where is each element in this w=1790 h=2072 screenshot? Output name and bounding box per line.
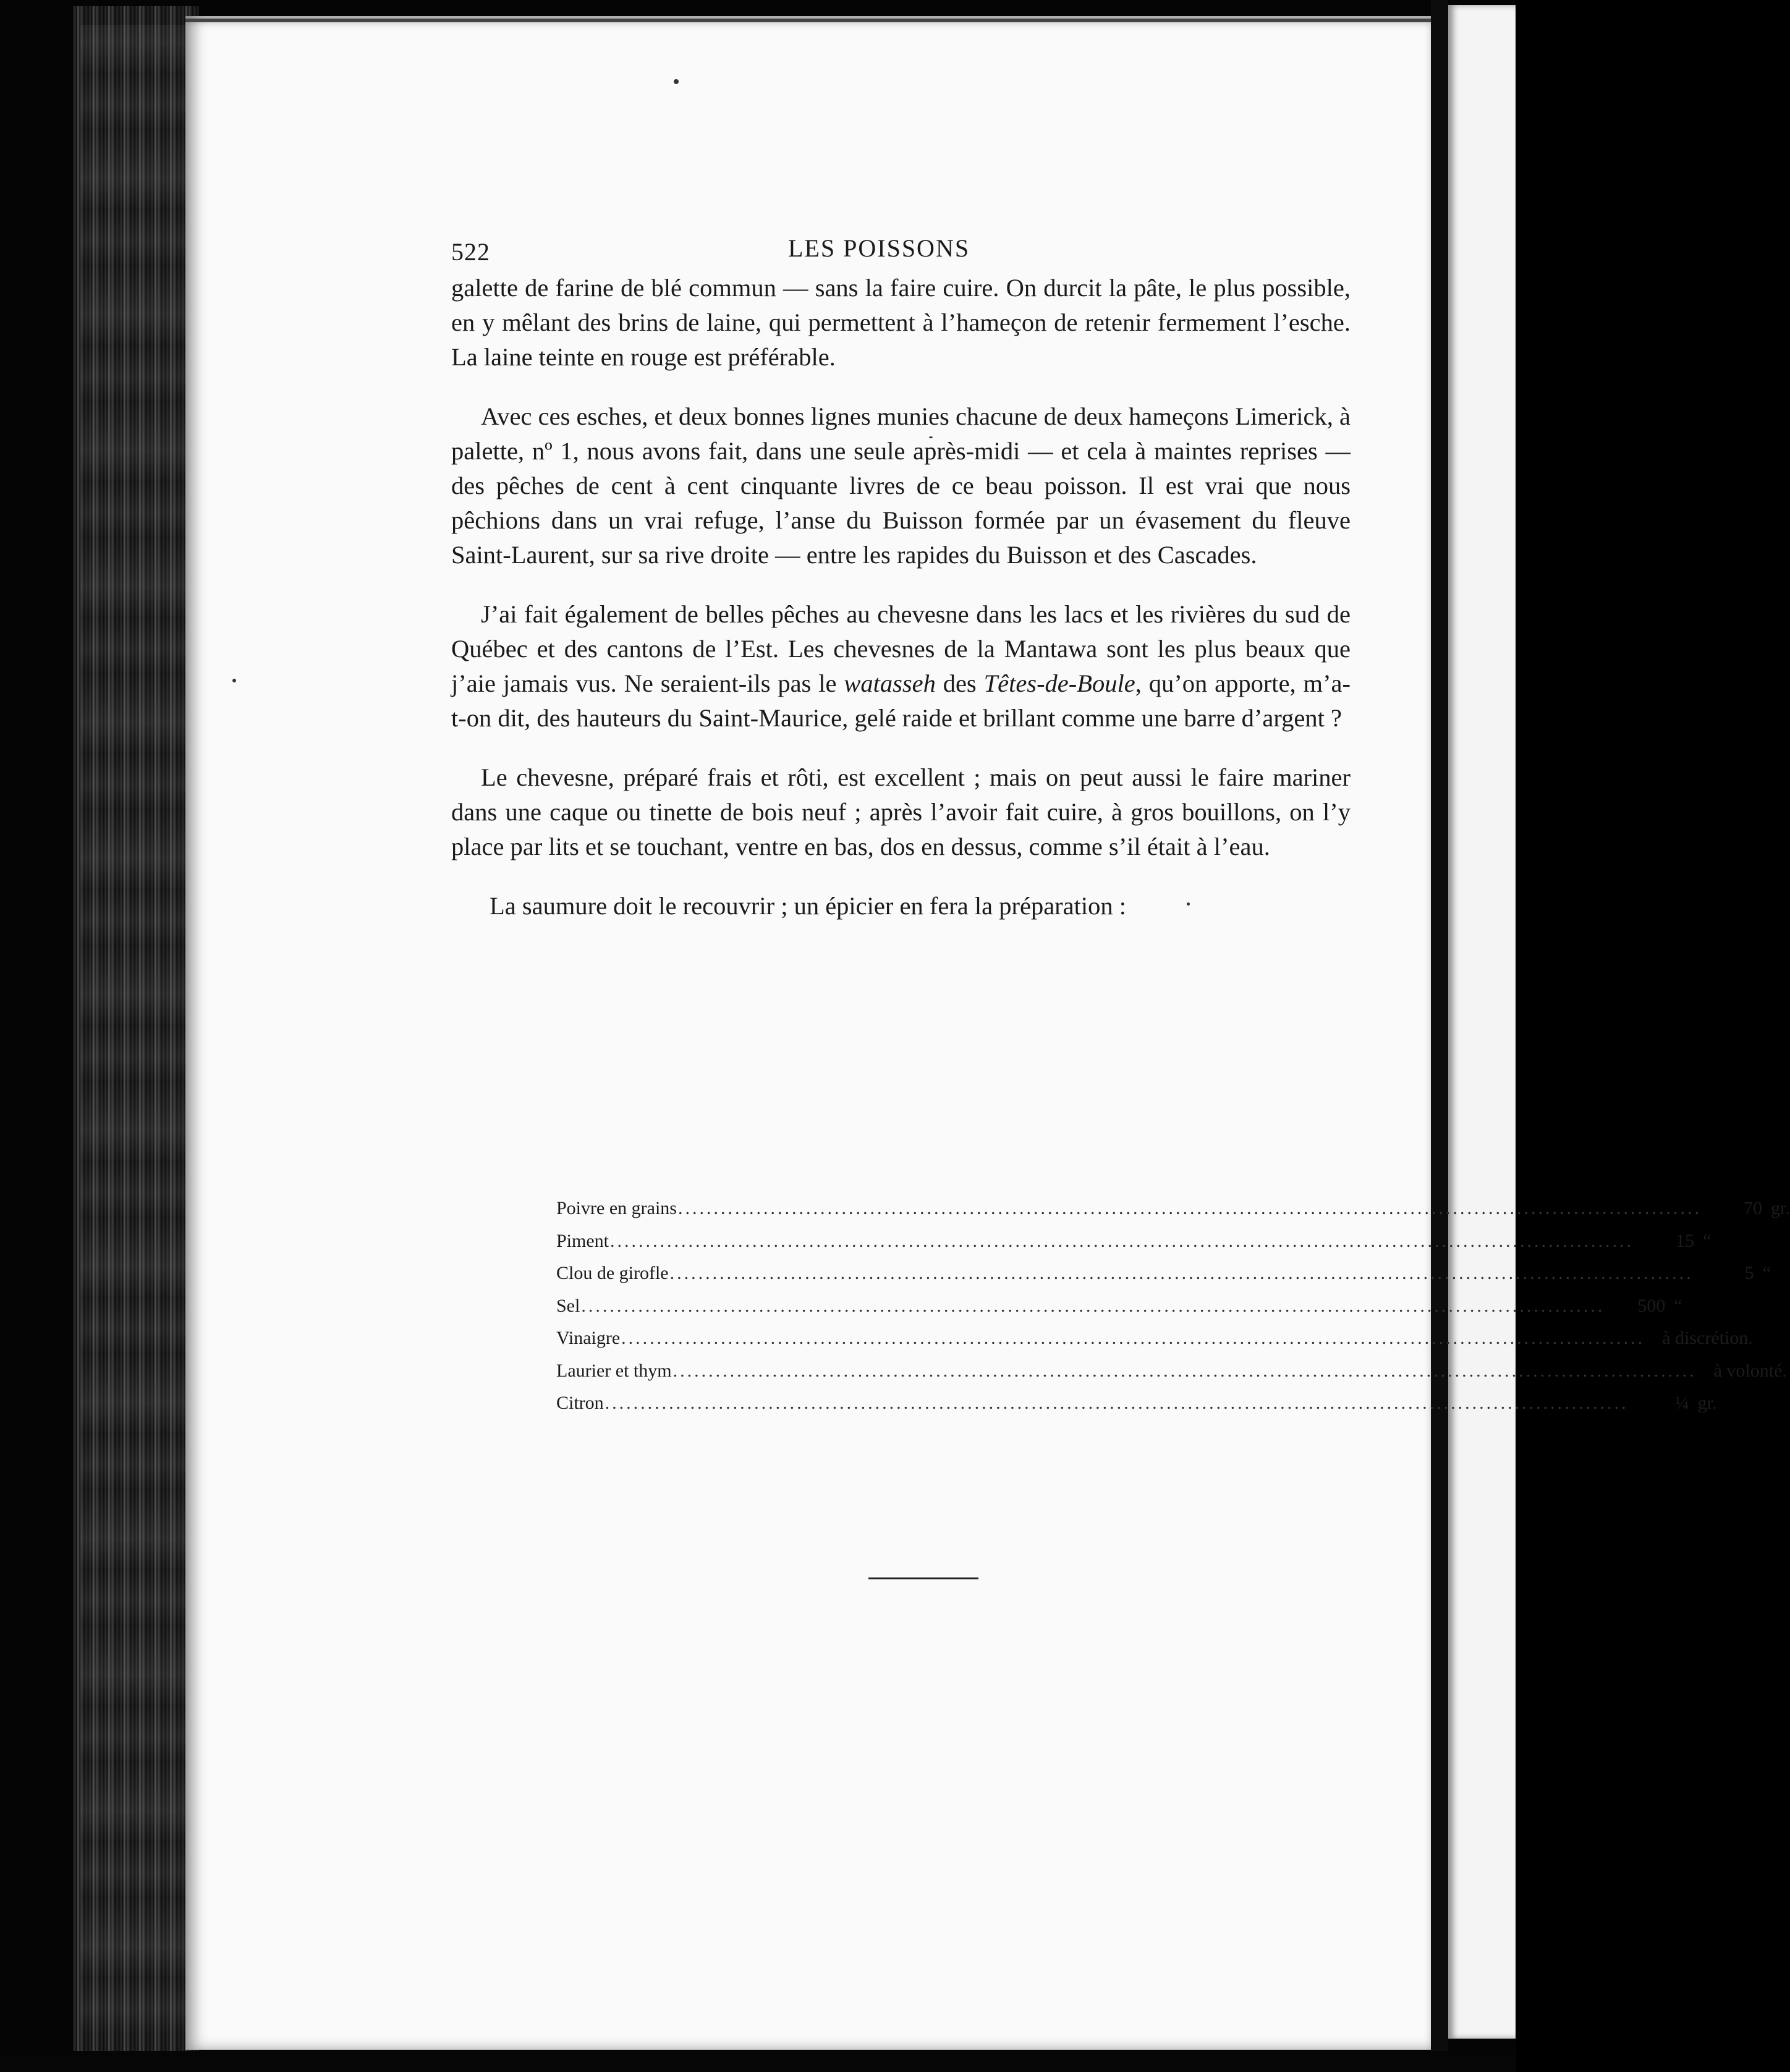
quantity-unit: “ [1762,1263,1771,1283]
quantity-unit: à discrétion. [1662,1328,1753,1348]
ingredient-quantity [1610,1296,1682,1317]
ingredient-name: Poivre en grains [556,1198,677,1218]
paragraph-3-text-b: des [935,669,984,697]
print-speck [674,79,679,84]
spine-texture [80,25,192,2034]
quantity-value: 70 [1743,1198,1762,1218]
quantity-unit: “ [1674,1295,1682,1316]
scan-bottom-border [0,2051,1516,2072]
page-top-edge [185,19,1431,22]
dot-leader: ................................................................................................................................................ [604,1393,1629,1413]
ingredient-quantity [1634,1393,1717,1414]
page-number: 522 [451,238,490,266]
ingredient-name: Piment [556,1230,609,1251]
recipe-row [556,1230,1712,1263]
paragraph-3-text-a: J’ai fait également de belles pêches au chevesne dans les lacs et les rivières du sud de Québec et des cantons de l’Est. Les chevesnes de la Mantawa sont les plus beaux que j’aie jamais vus. Ne seraient-ils pas le [451,600,1351,697]
recipe-row [556,1328,1753,1361]
recipe-row [556,1263,1771,1296]
ingredient-quantity [1702,1361,1787,1382]
quantity-unit: à volonté. [1713,1360,1787,1381]
dot-leader: ................................................................................................................................................ [610,1230,1634,1251]
paragraph-3-text-c: , qu’on apporte, m’a-t-on dit, des hauteurs du Saint-Maurice, gelé raide et brillant comme une barre d’argent ? [451,669,1351,732]
quantity-value: 15 [1676,1230,1695,1251]
dot-leader: ................................................................................................................................................ [672,1360,1697,1381]
dot-leader: ................................................................................................................................................ [581,1295,1605,1316]
paragraph-2: Avec ces esches, et deux bonnes lignes munies chacune de deux hameçons Limerick, à palette, nº 1, nous avons fait, dans une seule après-midi — et cela à maintes reprises — des pêches de cent à cent cinquante livres de ce beau poisson. Il est vrai que nous pêchions dans un vrai refuge, l’anse du Buisson formée par un évasement du fleuve Saint-Laurent, sur sa rive droite — entre les rapides du Buisson et des Cascades. [451,402,1351,569]
adjacent-page-edge [1448,5,1516,2039]
dot-leader: ................................................................................................................................................ [621,1328,1645,1348]
gutter-shadow [1431,0,1448,2072]
recipe-row [556,1295,1682,1328]
print-speck [232,679,236,682]
ingredient-name: Laurier et thym [556,1360,672,1381]
paragraph-3 [451,597,1351,736]
recipe-row [556,1393,1717,1425]
paragraph-4: Le chevesne, préparé frais et rôti, est excellent ; mais on peut aussi le faire mariner dans une caque ou tinette de bois neuf ; après l’avoir fait cuire, à gros bouillons, on l’y place par lits et se touchant, ventre en bas, dos en dessus, comme s’il était à l’eau. [451,763,1351,860]
brine-recipe-list [556,1198,1790,1425]
quantity-unit: “ [1703,1230,1712,1251]
ingredient-quantity [1639,1231,1711,1252]
ingredient-quantity [1650,1328,1753,1349]
italic-term-watasseh: watasseh [844,669,936,697]
running-title: LES POISSONS [788,234,970,262]
ingredient-name: Clou de girofle [556,1263,669,1283]
paragraph-1: galette de farine de blé commun — sans la faire cuire. On durcit la pâte, le plus possible, en y mêlant des brins de laine, qui permettent à l’hameçon de retenir fermement l’esche. La laine teinte en rouge est préférable. [451,274,1351,371]
ingredient-name: Citron [556,1393,604,1413]
page-text [451,234,1351,923]
ingredient-quantity [1707,1198,1790,1219]
quantity-unit: gr. [1697,1393,1717,1413]
running-head [451,234,1351,271]
dot-leader: ................................................................................................................................................ [677,1198,1702,1218]
recipe-row [556,1360,1787,1393]
italic-term-tetes-de-boule: Têtes-de-Boule [983,669,1135,697]
dot-leader: ................................................................................................................................................ [669,1263,1694,1283]
paragraph-5: La saumure doit le recouvrir ; un épicier en fera la préparation : [490,892,1127,920]
quantity-value: 5 [1744,1263,1754,1283]
ingredient-name: Sel [556,1295,580,1316]
ingredient-quantity [1699,1263,1771,1284]
quantity-unit: gr. [1770,1198,1790,1218]
recipe-row [556,1198,1790,1231]
section-end-rule [868,1577,978,1579]
ingredient-name: Vinaigre [556,1328,621,1348]
quantity-value: ¼ [1675,1393,1689,1413]
quantity-value: 500 [1637,1295,1666,1316]
